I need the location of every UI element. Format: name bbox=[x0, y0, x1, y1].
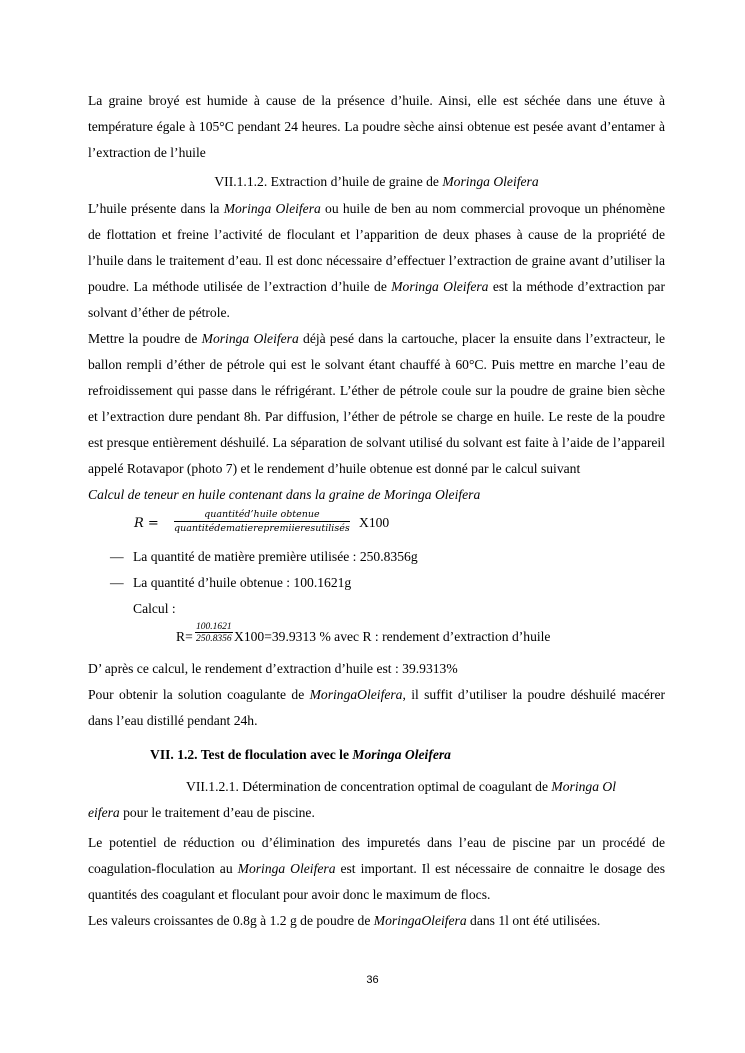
heading-oil-extraction bbox=[88, 169, 665, 195]
list-item bbox=[88, 544, 665, 570]
species-name: Moringa Oleifera bbox=[201, 331, 299, 346]
paragraph-coagulant bbox=[88, 682, 665, 734]
text-run: est important. Il est nécessaire de connaitre le dosage des quantités des coagulant et floculant pour avoir donc le maximum de flocs. bbox=[88, 861, 666, 902]
species-name: Moringa Oleifera bbox=[442, 174, 539, 189]
paragraph-procedure bbox=[88, 326, 665, 482]
section-heading-text: VII. 1.2. Test de floculation avec le bbox=[150, 747, 353, 762]
list-item-text: La quantité de matière première utilisée : 250.8356g bbox=[133, 549, 418, 564]
formula-lhs: R = bbox=[134, 516, 159, 531]
calc-result-text: X100=39.9313 % avec R : rendement d’extraction d’huile bbox=[234, 629, 551, 644]
species-name: Moringa Ol bbox=[551, 779, 616, 794]
paragraph-oil-presence bbox=[88, 196, 665, 326]
dash-marker: — bbox=[110, 549, 124, 564]
text-run: Les valeurs croissantes de 0.8g à 1.2 g de poudre de bbox=[88, 913, 374, 928]
calc-denominator: 250.8356 bbox=[196, 634, 232, 644]
subsection-heading bbox=[88, 774, 665, 826]
text-run: ou huile de ben au nom commercial provoque un phénomène de flottation et freine l’activité de floculant et l’apparition de deux phases à cause de la propriété de l’huile dans le traitement d’eau. Il est donc nécessaire d’effectuer l’extraction de graine avant d’utiliser la poudre. La méthode utilisée de l’extraction d’huile de bbox=[88, 201, 666, 294]
document-page bbox=[88, 88, 665, 934]
text-run: dans 1l ont été utilisées. bbox=[466, 913, 601, 928]
calc-title bbox=[88, 482, 665, 508]
text-run: est la méthode d’extraction par solvant d’éther de pétrole. bbox=[88, 279, 665, 320]
heading-text: VII.1.1.2. Extraction d’huile de graine de bbox=[214, 174, 443, 189]
quantities-list bbox=[88, 544, 665, 596]
calc-label: Calcul : bbox=[133, 601, 176, 616]
page-number: 36 bbox=[366, 974, 379, 986]
formula-denominator: quantitédematierepremiieresutilisés bbox=[174, 523, 350, 534]
dash-marker: — bbox=[110, 575, 124, 590]
species-name: Moringa Oleifera bbox=[223, 201, 321, 216]
paragraph-yield: D’ après ce calcul, le rendement d’extraction d’huile est : 39.9313% bbox=[88, 661, 458, 676]
yield-formula bbox=[88, 510, 665, 540]
list-item-text: La quantité d’huile obtenue : 100.1621g bbox=[133, 575, 352, 590]
text-run: , il suffit d’utiliser la poudre déshuilé macérer dans l’eau distillé pendant 24h. bbox=[88, 687, 666, 728]
subsection-suffix: pour le traitement d’eau de piscine. bbox=[119, 805, 315, 820]
text-run: Le potentiel de réduction ou d’élimination des impuretés dans l’eau de piscine par un procédé de coagulation-floculation au bbox=[88, 835, 665, 876]
formula-factor: X100 bbox=[359, 515, 390, 530]
text-run: déjà pesé dans la cartouche, placer la ensuite dans l’extracteur, le ballon rempli d’éther de pétrole qui est le solvant étant chauffé à 60°C. Puis mettre en marche l’eau de refroidissement qui passe dans le réfrigérant. L’éther de pétrole coule sur la poudre de graine bien sèche et l’extraction dure pendant 8h. Par diffusion, l’éther de pétrole se charge en huile. Le reste de la poudre est presque entièrement déshuilé. La séparation de solvant utilisé du solvant est faite à l’aide de l’appareil appelé Rotavapor (photo 7) et le rendement d’huile obtenue est donné par le calcul suivant bbox=[88, 331, 666, 476]
calc-lhs: R= bbox=[176, 629, 193, 644]
species-name: Moringa Oleifera bbox=[352, 747, 451, 762]
text-run: Mettre la poudre de bbox=[88, 331, 202, 346]
formula-numerator: quantitéd’huile obtenue bbox=[174, 509, 350, 522]
calc-fraction bbox=[195, 622, 233, 644]
section-heading bbox=[88, 742, 665, 768]
calc-title-text: Calcul de teneur en huile contenant dans la graine de Moringa Oleifera bbox=[88, 487, 481, 502]
calculation-result bbox=[88, 622, 665, 656]
paragraph-doses bbox=[88, 908, 665, 934]
list-item bbox=[88, 570, 665, 596]
formula-fraction bbox=[174, 509, 350, 534]
paragraph-drying: La graine broyé est humide à cause de la présence d’huile. Ainsi, elle est séchée dans une étuve à température égale à 105°C pendant 24 heures. La poudre sèche ainsi obtenue est pesée avant d’entamer à l’extraction de l’huile bbox=[88, 93, 665, 160]
species-name: MoringaOleifera bbox=[309, 687, 403, 702]
species-name: eifera bbox=[88, 805, 120, 820]
species-name: Moringa Oleifera bbox=[391, 279, 489, 294]
species-name: Moringa Oleifera bbox=[237, 861, 336, 876]
species-name: MoringaOleifera bbox=[373, 913, 467, 928]
text-run: L’huile présente dans la bbox=[88, 201, 224, 216]
text-run: Pour obtenir la solution coagulante de bbox=[88, 687, 310, 702]
paragraph-potential bbox=[88, 830, 665, 908]
subsection-text: VII.1.2.1. Détermination de concentration optimal de coagulant de bbox=[186, 779, 552, 794]
calc-numerator: 100.1621 bbox=[196, 622, 232, 632]
